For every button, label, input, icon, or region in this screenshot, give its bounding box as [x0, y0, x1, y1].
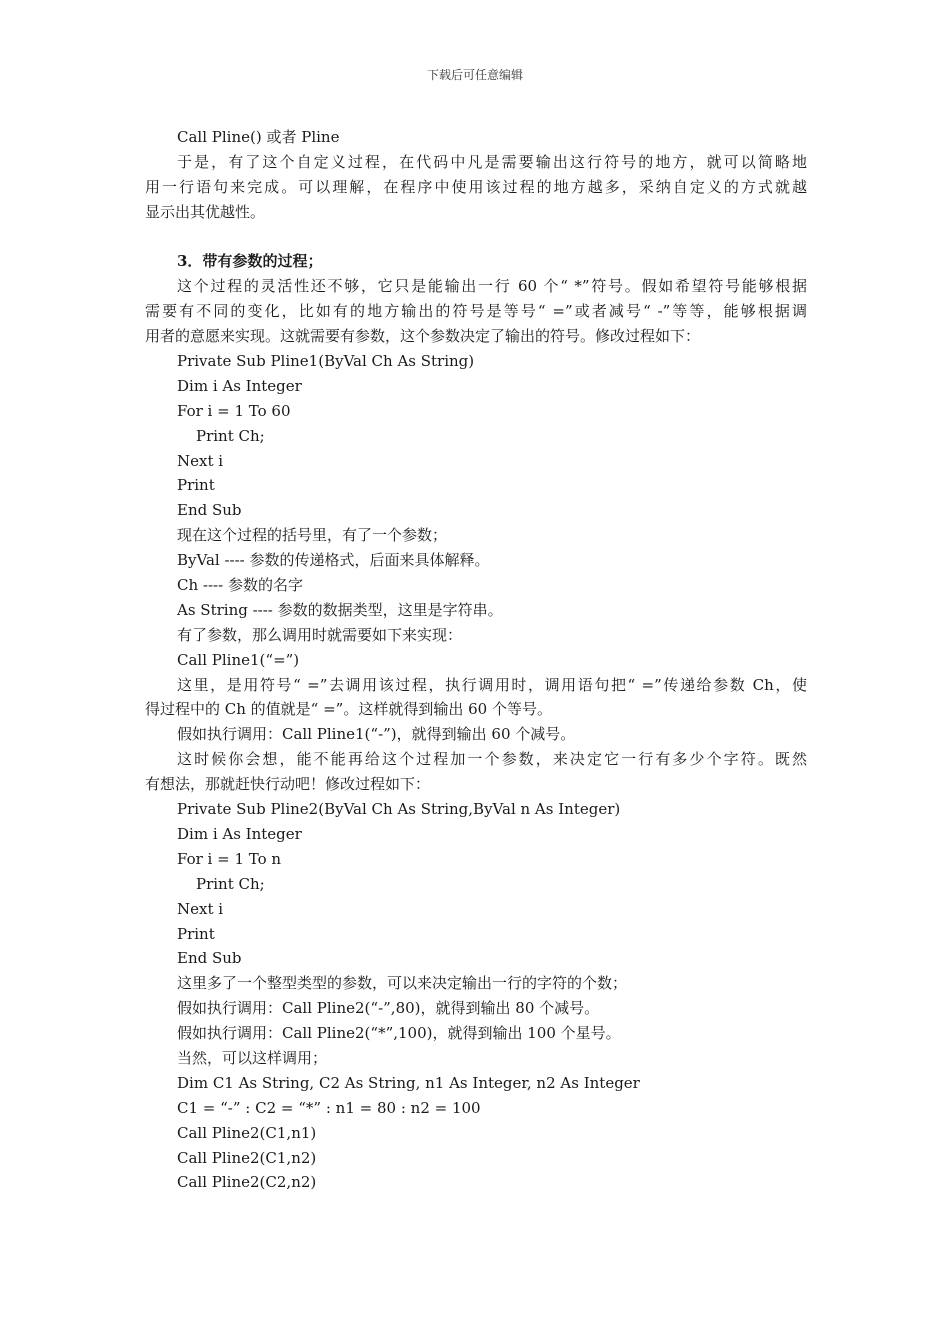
text-line: Dim i As Integer: [177, 824, 302, 843]
text-line: 这时候你会想，能不能再给这个过程加一个参数，来决定它一行有多少个字符。既然: [177, 750, 807, 769]
text-line: Print Ch;: [196, 426, 265, 445]
text-line: 3．带有参数的过程；: [177, 252, 323, 271]
text-line: ByVal ---- 参数的传递格式，后面来具体解释。: [177, 551, 490, 570]
text-line: Ch ---- 参数的名字: [177, 576, 303, 595]
text-line: Private Sub Pline2(ByVal Ch As String,ByVal n As Integer): [177, 800, 621, 819]
text-line: 需要有不同的变化，比如有的地方输出的符号是等号“ =”或者减号“ -”等等，能够根据调: [145, 302, 807, 321]
text-line: Call Pline() 或者 Pline: [177, 128, 340, 146]
text-line: 有了参数，那么调用时就需要如下来实现：: [177, 625, 463, 644]
text-line: 当然，可以这样调用；: [177, 1048, 328, 1067]
text-line: 假如执行调用：Call Pline2(“-”,80)，就得到输出 80 个减号。: [177, 999, 600, 1018]
text-line: 显示出其优越性。: [145, 202, 266, 221]
text-line: Print Ch;: [196, 874, 265, 893]
text-line: Call Pline2(C2,n2): [177, 1173, 317, 1192]
text-line: Private Sub Pline1(ByVal Ch As String): [177, 352, 475, 371]
text-line: 于是，有了这个自定义过程，在代码中凡是需要输出这行符号的地方，就可以简略地: [177, 152, 807, 171]
text-line: As String ---- 参数的数据类型，这里是字符串。: [177, 600, 503, 619]
text-line: Next i: [177, 899, 224, 918]
text-line: 这里多了一个整型类型的参数，可以来决定输出一行的字符的个数；: [177, 974, 628, 993]
text-line: Dim C1 As String, C2 As String, n1 As Integer, n2 As Integer: [177, 1073, 640, 1092]
text-line: 假如执行调用：Call Pline2(“*”,100)，就得到输出 100 个星号。: [177, 1024, 621, 1043]
page-header: 下载后可任意编辑: [426, 68, 523, 82]
blank-line: [145, 225, 807, 250]
text-line: 假如执行调用：Call Pline1(“-”)，就得到输出 60 个减号。: [177, 725, 576, 744]
document-body: [145, 125, 807, 1195]
text-line: Print: [177, 924, 215, 943]
text-line: 现在这个过程的括号里，有了一个参数；: [177, 526, 448, 545]
text-line: Call Pline2(C1,n1): [177, 1123, 317, 1142]
text-line: Call Pline2(C1,n2): [177, 1148, 317, 1167]
text-line: Dim i As Integer: [177, 376, 302, 395]
text-line: 用者的意愿来实现。这就需要有参数，这个参数决定了输出的符号。修改过程如下：: [145, 327, 701, 346]
text-line: Call Pline1(“=”): [177, 650, 300, 669]
text-line: Next i: [177, 451, 224, 470]
text-line: Print: [177, 476, 215, 495]
text-line: 这里，是用符号“ =”去调用该过程，执行调用时，调用语句把“ =”传递给参数 Ch，使: [177, 675, 807, 694]
text-line: C1 = “-” : C2 = “*” : n1 = 80 : n2 = 100: [177, 1098, 481, 1117]
text-line: End Sub: [177, 501, 242, 520]
text-line: For i = 1 To n: [177, 849, 282, 868]
text-line: 得过程中的 Ch 的值就是“ =”。这样就得到输出 60 个等号。: [145, 700, 552, 719]
text-line: 这个过程的灵活性还不够，它只是能输出一行 60 个“ *”符号。假如希望符号能够根据: [177, 277, 807, 296]
text-line: End Sub: [177, 949, 242, 968]
text-line: For i = 1 To 60: [177, 401, 291, 420]
text-line: 有想法，那就赶快行动吧！修改过程如下：: [145, 775, 431, 794]
text-line: 用一行语句来完成。可以理解，在程序中使用该过程的地方越多，采纳自定义的方式就越: [145, 177, 807, 196]
